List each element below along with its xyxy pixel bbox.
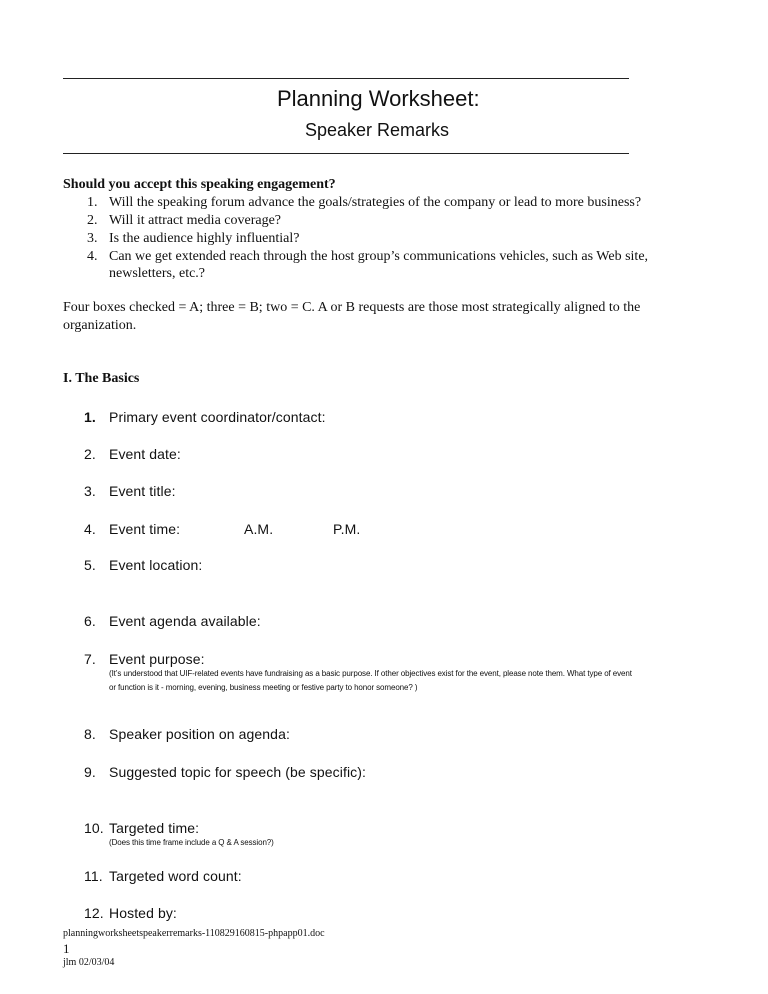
item-number: 11. xyxy=(84,868,103,884)
page-title: Planning Worksheet: xyxy=(277,86,480,111)
scoring-text: Four boxes checked = A; three = B; two = C. A or B requests are those most strategically aligned to the xyxy=(63,300,641,315)
field-label-event-date: Event date: xyxy=(109,446,181,462)
field-label-event-purpose: Event purpose: xyxy=(109,651,205,667)
criteria-item-continued: newsletters, etc.? xyxy=(109,266,206,281)
item-number: 10. xyxy=(84,820,104,836)
item-number: 6. xyxy=(84,613,96,629)
bottom-rule xyxy=(63,153,629,154)
field-label-suggested-topic: Suggested topic for speech (be specific): xyxy=(109,764,367,780)
criteria-item: Is the audience highly influential? xyxy=(109,231,300,246)
footer-filename: planningworksheetspeakerremarks-110829160815-phpapp01.doc xyxy=(63,928,325,939)
criteria-item: Will the speaking forum advance the goals/strategies of the company or lead to more business? xyxy=(109,195,642,210)
purpose-note-continued: or function is it - morning, evening, business meeting or festive party to honor someone? ) xyxy=(109,683,418,692)
criteria-number: 3. xyxy=(87,231,98,246)
item-number: 5. xyxy=(84,557,96,573)
field-label-coordinator: Primary event coordinator/contact: xyxy=(109,409,326,425)
field-label-event-location: Event location: xyxy=(109,557,203,573)
item-number: 2. xyxy=(84,446,96,462)
page-subtitle: Speaker Remarks xyxy=(305,120,450,140)
item-number: 12. xyxy=(84,905,104,921)
criteria-number: 1. xyxy=(87,195,98,210)
criteria-number: 2. xyxy=(87,213,98,228)
purpose-note: (It’s understood that UIF-related events have fundraising as a basic purpose. If other objectives exist for the event, please note them. What type of event xyxy=(109,669,632,678)
footer-initials-date: jlm 02/03/04 xyxy=(63,957,115,968)
question-heading: Should you accept this speaking engagement? xyxy=(63,177,336,192)
item-number: 7. xyxy=(84,651,96,667)
field-label-word-count: Targeted word count: xyxy=(109,868,242,884)
item-number: 4. xyxy=(84,521,96,537)
time-option-am: A.M. xyxy=(244,521,274,537)
field-label-event-title: Event title: xyxy=(109,483,176,499)
time-option-pm: P.M. xyxy=(333,521,361,537)
item-number: 9. xyxy=(84,764,96,780)
criteria-item: Will it attract media coverage? xyxy=(109,213,282,228)
top-rule xyxy=(63,78,629,79)
field-label-event-time: Event time: xyxy=(109,521,181,537)
scoring-text-continued: organization. xyxy=(63,318,137,333)
item-number: 3. xyxy=(84,483,96,499)
footer-page-number: 1 xyxy=(63,941,70,956)
field-label-targeted-time: Targeted time: xyxy=(109,820,200,836)
criteria-item: Can we get extended reach through the host group’s communications vehicles, such as Web site, xyxy=(109,249,649,264)
criteria-number: 4. xyxy=(87,249,98,264)
section-heading: I. The Basics xyxy=(63,371,140,386)
item-number: 8. xyxy=(84,726,96,742)
item-number: 1. xyxy=(84,409,96,425)
targeted-time-note: (Does this time frame include a Q & A session?) xyxy=(109,838,274,847)
field-label-speaker-position: Speaker position on agenda: xyxy=(109,726,290,742)
field-label-hosted-by: Hosted by: xyxy=(109,905,177,921)
field-label-agenda: Event agenda available: xyxy=(109,613,261,629)
